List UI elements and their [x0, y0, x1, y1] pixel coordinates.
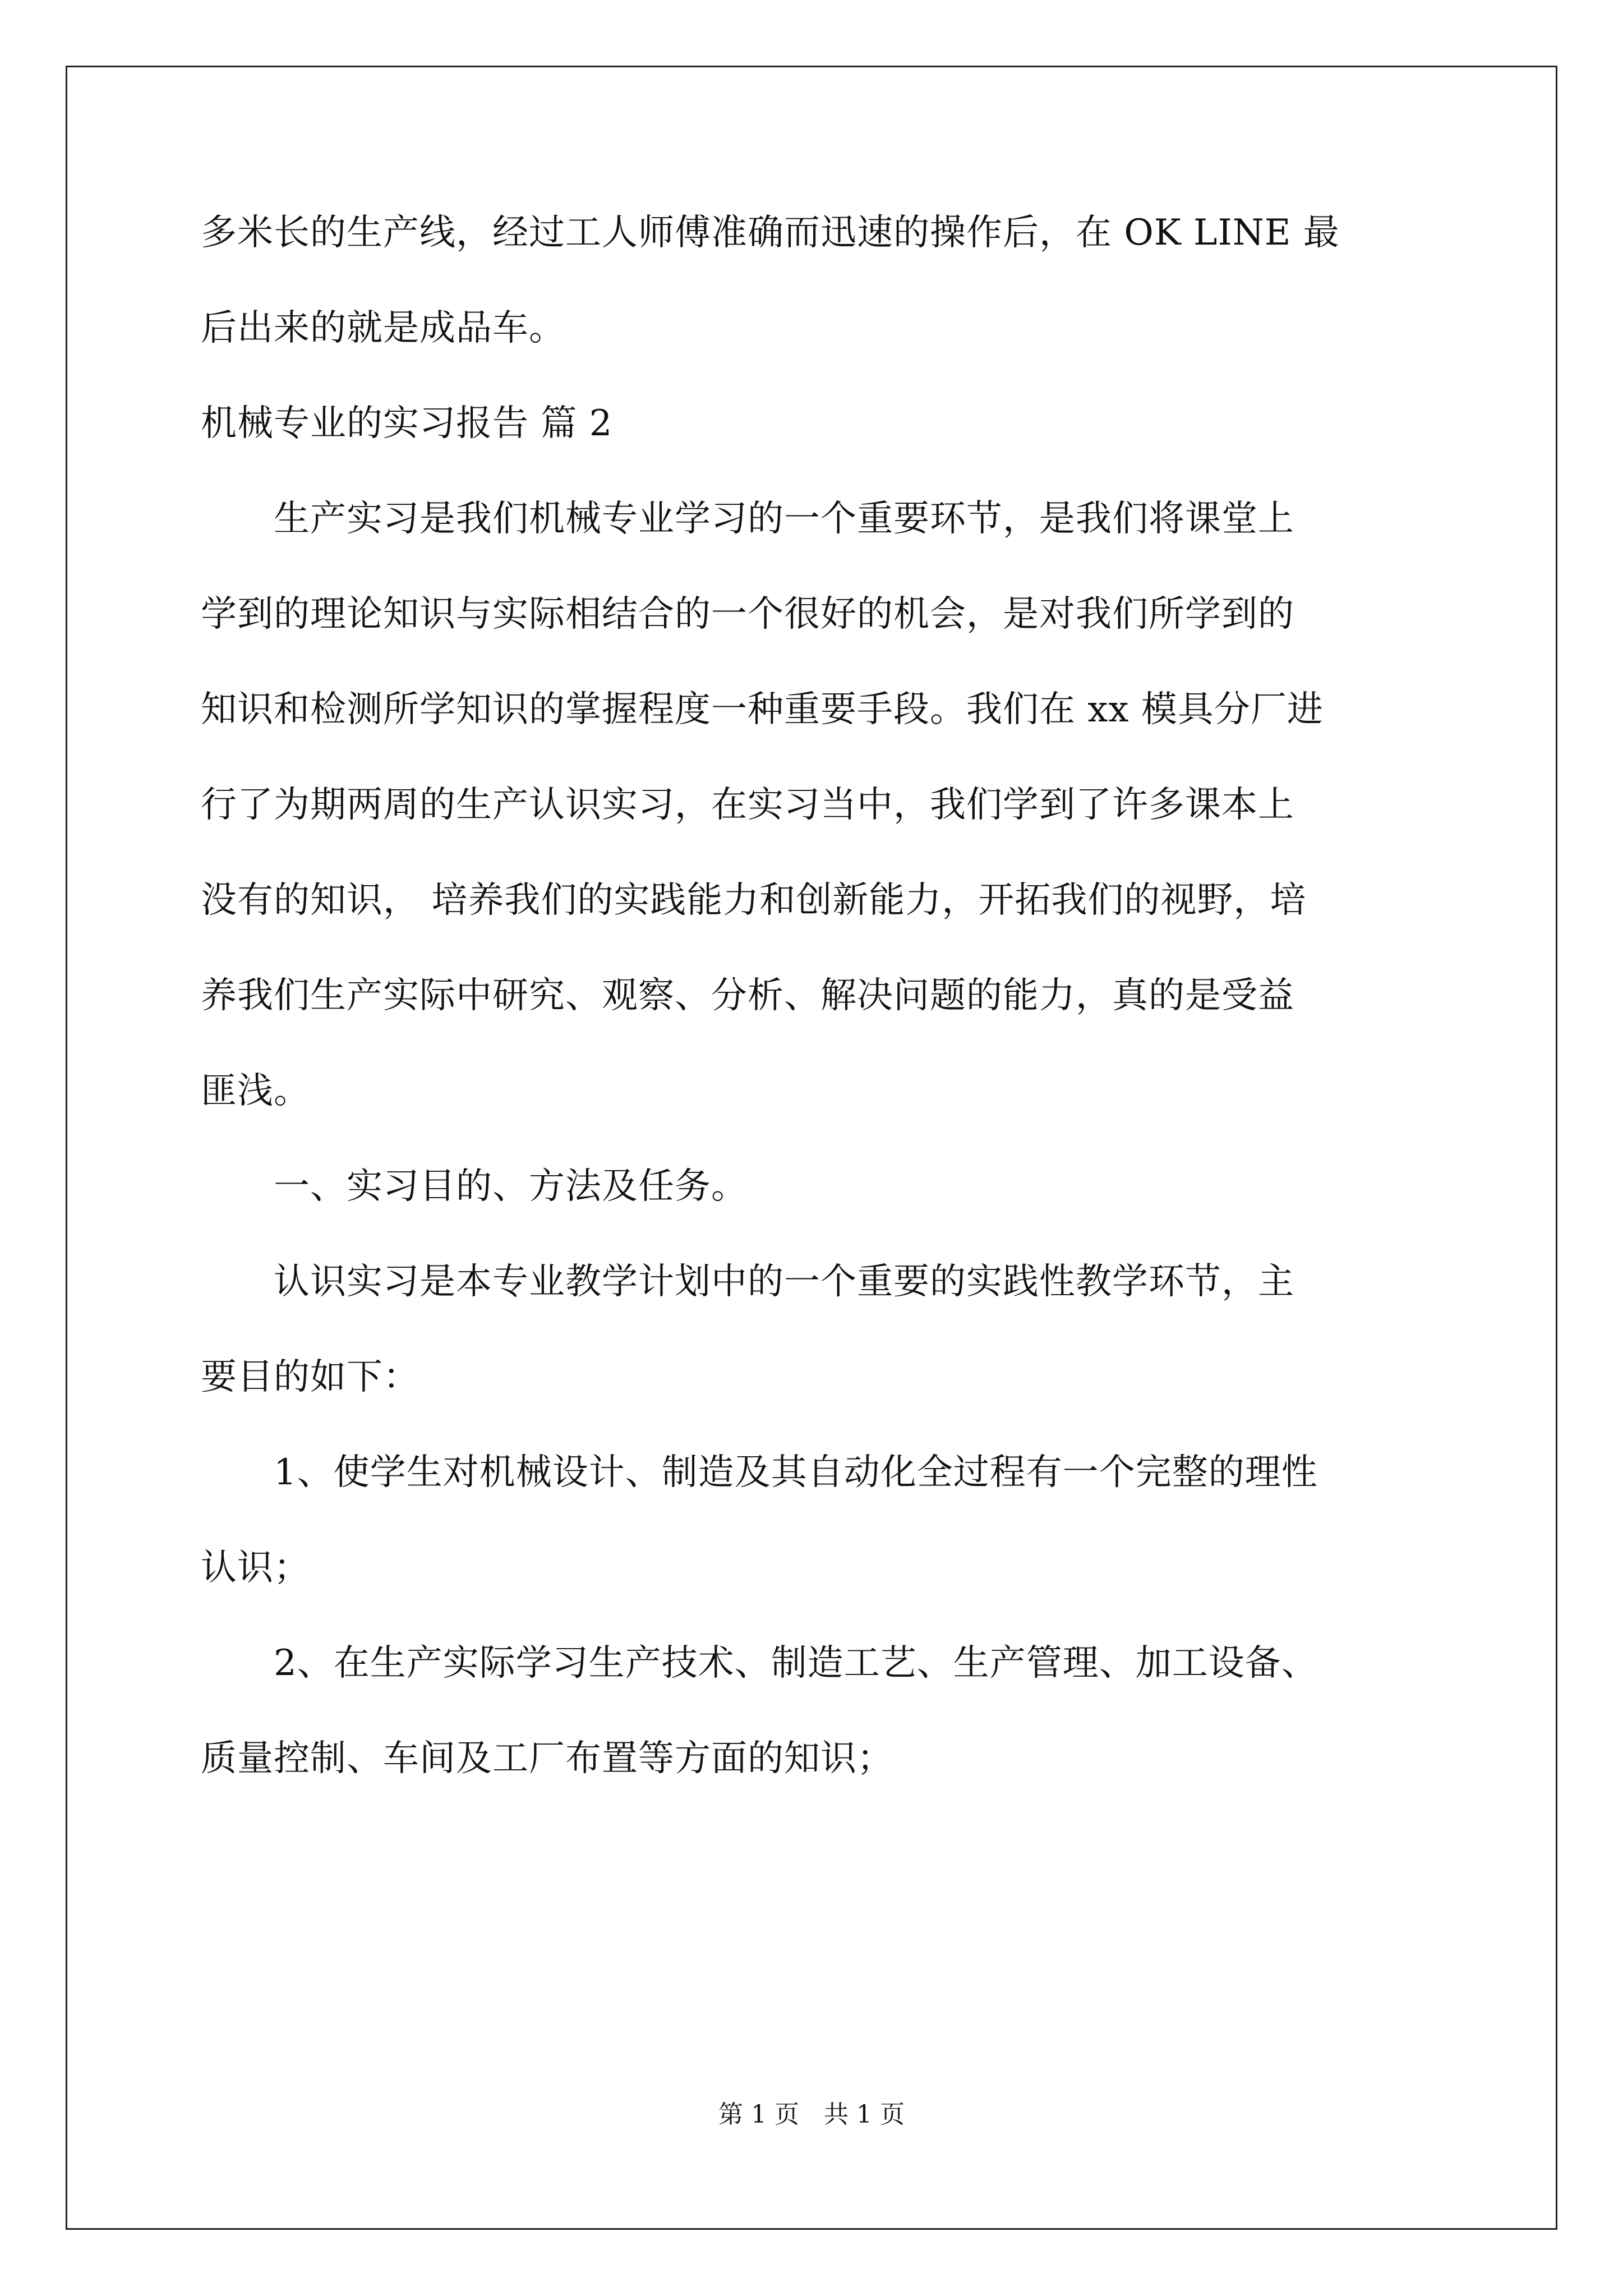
text-line: 匪浅。: [201, 1070, 310, 1112]
text-line: 后出来的就是成品车。: [201, 307, 565, 349]
text-line: 养我们生产实际中研究、观察、分析、解决问题的能力，真的是受益: [201, 975, 1294, 1016]
page-border: [66, 66, 1557, 2230]
text-line: 要目的如下：: [201, 1356, 419, 1398]
section-heading: 机械专业的实习报告 篇 2: [201, 403, 613, 444]
text-line: 知识和检测所学知识的掌握程度一种重要手段。我们在 xx 模具分厂进: [201, 689, 1324, 730]
text-line: 质量控制、车间及工厂布置等方面的知识；: [201, 1738, 893, 1779]
text-line: 学到的理论知识与实际相结合的一个很好的机会，是对我们所学到的: [201, 593, 1294, 635]
text-line: 认识；: [201, 1547, 310, 1589]
text-line: 行了为期两周的生产认识实习，在实习当中，我们学到了许多课本上: [201, 784, 1294, 826]
text-line: 认识实习是本专业教学计划中的一个重要的实践性教学环节，主: [201, 1261, 1294, 1303]
text-line: 2、在生产实际学习生产技术、制造工艺、生产管理、加工设备、: [201, 1642, 1318, 1684]
text-line: 没有的知识， 培养我们的实践能力和创新能力，开拓我们的视野，培: [201, 880, 1307, 921]
text-line: 一、实习目的、方法及任务。: [201, 1166, 748, 1207]
text-line: 1、使学生对机械设计、制造及其自动化全过程有一个完整的理性: [201, 1452, 1318, 1493]
page-number: 第 1 页 共 1 页: [718, 2100, 905, 2129]
text-line: 生产实习是我们机械专业学习的一个重要环节，是我们将课堂上: [201, 498, 1294, 540]
text-line: 多米长的生产线，经过工人师傅准确而迅速的操作后，在 OK LINE 最: [201, 212, 1340, 254]
